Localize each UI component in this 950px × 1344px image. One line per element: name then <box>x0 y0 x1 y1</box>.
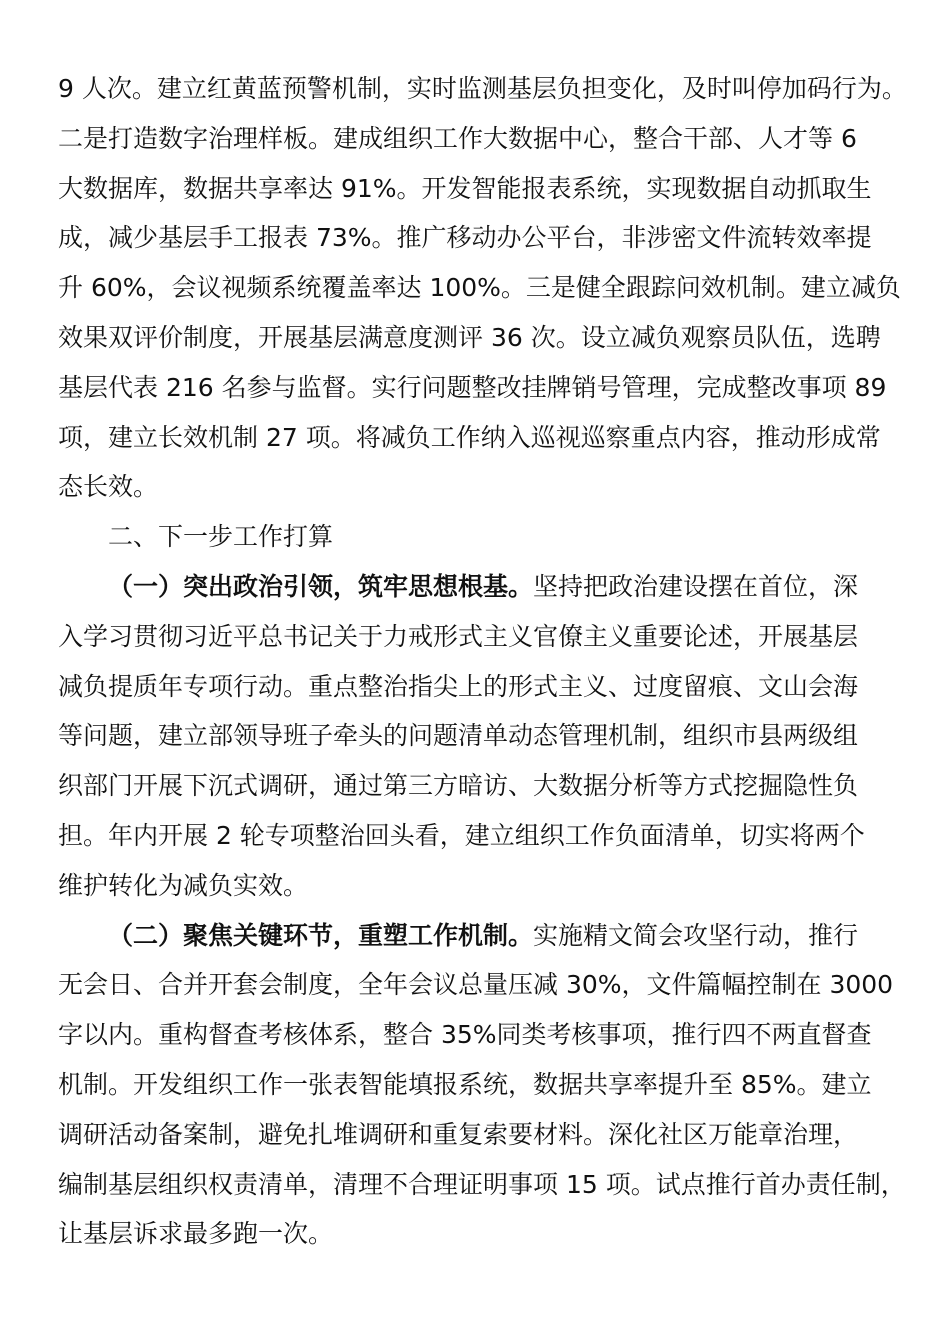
text-line: 织部门开展下沉式调研，通过第三方暗访、大数据分析等方式挖掘隐性负 <box>58 771 859 801</box>
paragraph-first-line-text: 坚持把政治建设摆在首位，深 <box>533 571 859 601</box>
text-line: 机制。开发组织工作一张表智能填报系统，数据共享率提升至 85%。建立 <box>58 1069 872 1099</box>
section-heading: 二、下一步工作打算 <box>108 522 334 552</box>
text-line: 态长效。 <box>58 472 159 502</box>
paragraph-first-line <box>58 911 910 961</box>
text-line: 9 人次。建立红黄蓝预警机制，实时监测基层负担变化，及时叫停加码行为。 <box>58 74 907 103</box>
text-line: 成，减少基层手工报表 73%。推广移动办公平台，非涉密文件流转效率提 <box>58 223 872 253</box>
paragraph-summary <box>58 64 910 512</box>
text-line: 担。年内开展 2 轮专项整治回头看，建立组织工作负面清单，切实将两个 <box>58 820 865 850</box>
text-line: 基层代表 216 名参与监督。实行问题整改挂牌销号管理，完成整改事项 89 <box>58 372 887 402</box>
text-line: 二是打造数字治理样板。建成组织工作大数据中心，整合干部、人才等 6 <box>58 123 857 153</box>
text-line: 效果双评价制度，开展基层满意度测评 36 次。设立减负观察员队伍，选聘 <box>58 322 881 352</box>
text-line: 升 60%，会议视频系统覆盖率达 100%。三是健全跟踪问效机制。建立减负 <box>58 273 901 303</box>
text-line: 维护转化为减负实效。 <box>58 870 309 900</box>
text-line: 入学习贯彻习近平总书记关于力戒形式主义官僚主义重要论述，开展基层 <box>58 621 859 651</box>
paragraph-first-line <box>58 562 910 612</box>
paragraph-political-guidance <box>58 562 910 911</box>
paragraph-key-links <box>58 911 910 1260</box>
paragraph-lead-heading: （二）聚焦关键环节，重塑工作机制。 <box>108 920 534 950</box>
text-line: 让基层诉求最多跑一次。 <box>58 1219 334 1249</box>
text-line: 等问题，建立部领导班子牵头的问题清单动态管理机制，组织市县两级组 <box>58 721 859 751</box>
text-line: 字以内。重构督查考核体系，整合 35%同类考核事项，推行四不两直督查 <box>58 1020 872 1050</box>
text-line: 项，建立长效机制 27 项。将减负工作纳入巡视巡察重点内容，推动形成常 <box>58 422 881 452</box>
text-line: 大数据库，数据共享率达 91%。开发智能报表系统，实现数据自动抓取生 <box>58 173 872 203</box>
text-line: 编制基层组织权责清单，清理不合理证明事项 15 项。试点推行首办责任制， <box>58 1169 906 1199</box>
paragraph-first-line-text: 实施精文简会攻坚行动，推行 <box>533 920 859 950</box>
text-line: 减负提质年专项行动。重点整治指尖上的形式主义、过度留痕、文山会海 <box>58 671 859 701</box>
paragraph-lead-heading: （一）突出政治引领，筑牢思想根基。 <box>108 571 534 601</box>
text-line: 无会日、合并开套会制度，全年会议总量压减 30%，文件篇幅控制在 3000 <box>58 970 894 1000</box>
document-page <box>58 64 910 1259</box>
text-line: 调研活动备案制，避免扎堆调研和重复索要材料。深化社区万能章治理， <box>58 1119 859 1149</box>
